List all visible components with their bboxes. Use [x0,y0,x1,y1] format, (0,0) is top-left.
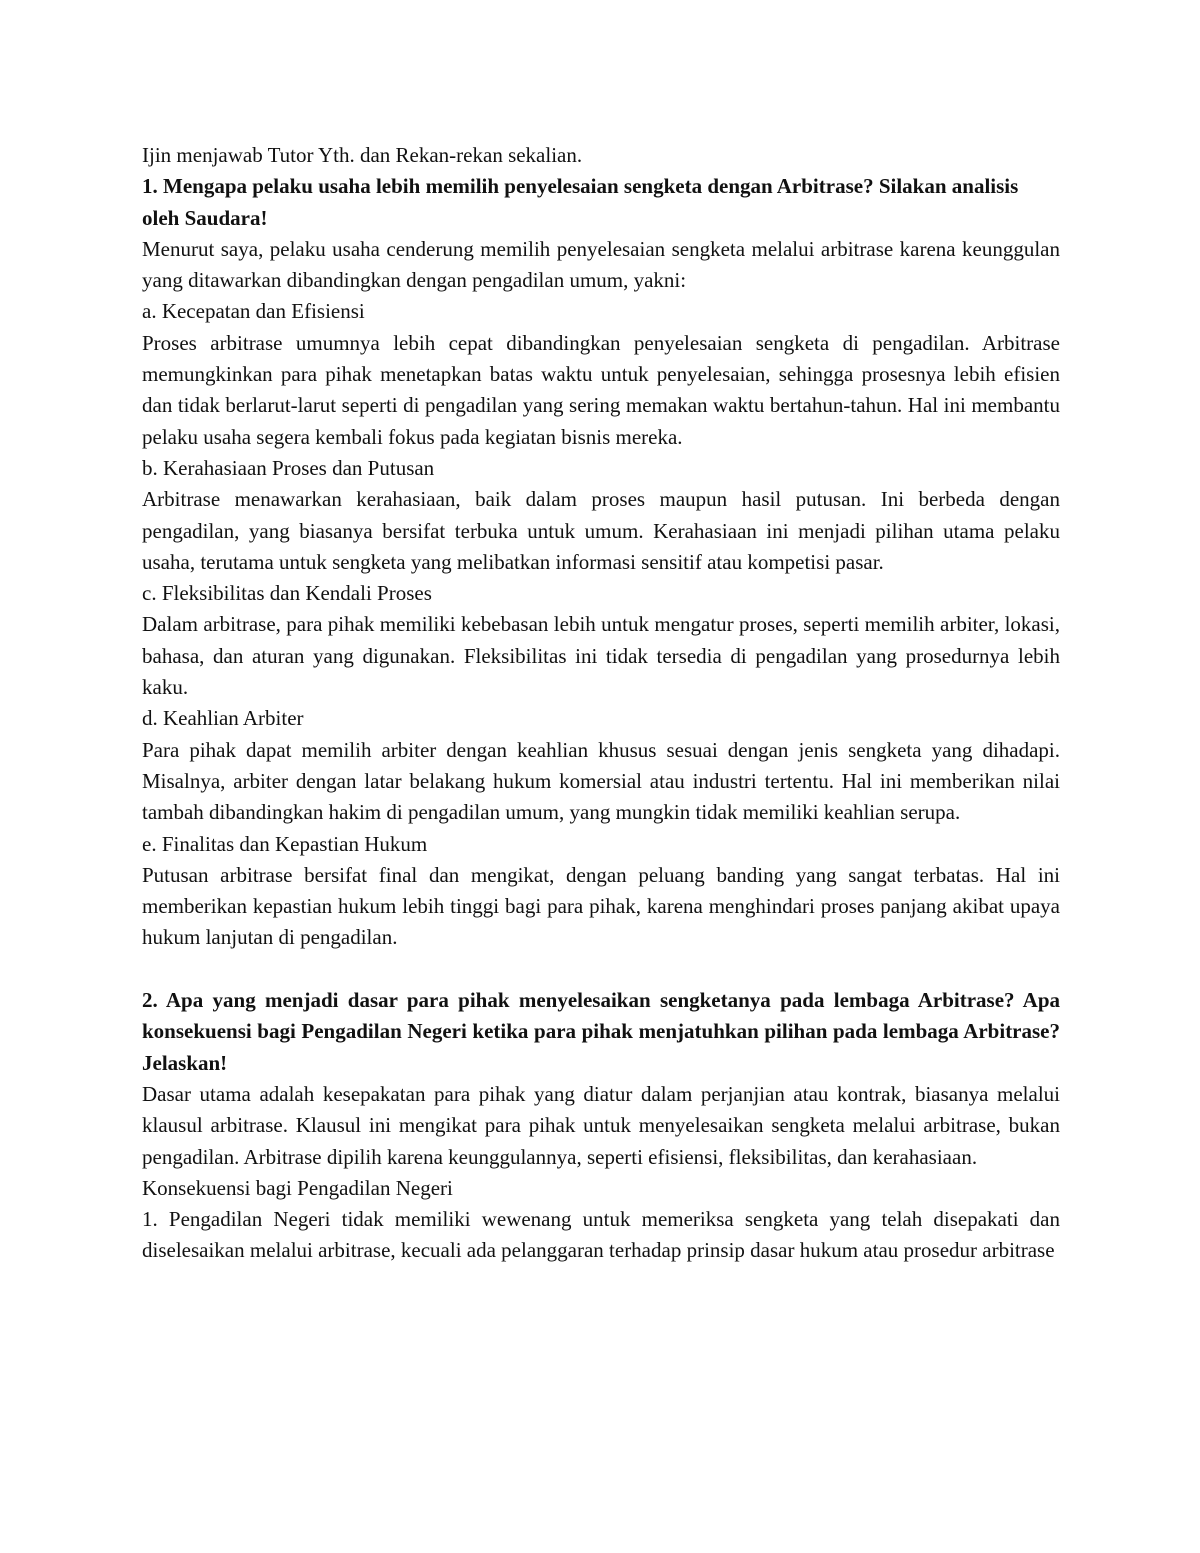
point-a-heading: a. Kecepatan dan Efisiensi [142,299,365,324]
point-e-heading: e. Finalitas dan Kepastian Hukum [142,831,428,856]
point-d-body: Para pihak dapat memilih arbiter dengan keahlian khusus sesuai dengan jenis sengketa yang dihadapi. Misalnya, arbiter dengan latar belakang hukum komersial atau industri tertentu. Hal ini memberikan nilai tambah dibandingkan hakim di pengadilan umum, yang mungkin tidak memiliki keahlian serupa. [142,737,1060,825]
point-a-body: Proses arbitrase umumnya lebih cepat dibandingkan penyelesaian sengketa di pengadilan. Arbitrase memungkinkan para pihak menetapkan batas waktu untuk penyelesaian, sehingga prosesnya lebih efisien dan tidak berlarut-larut seperti di pengadilan yang sering memakan waktu bertahun-tahun. Hal ini membantu pelaku usaha segera kembali fokus pada kegiatan bisnis mereka. [142,330,1060,449]
question-1: 1. Mengapa pelaku usaha lebih memilih penyelesaian sengketa dengan Arbitrase? Silakan analisis oleh Saudara! [142,174,1019,230]
point-c-heading: c. Fleksibilitas dan Kendali Proses [142,581,432,606]
point-d-heading: d. Keahlian Arbiter [142,706,304,731]
answer-2: Dasar utama adalah kesepakatan para pihak yang diatur dalam perjanjian atau kontrak, biasanya melalui klausul arbitrase. Klausul ini mengikat para pihak untuk menyelesaikan sengketa melalui arbitrase, bukan pengadilan. Arbitrase dipilih karena keunggulannya, seperti efisiensi, fleksibilitas, dan kerahasiaan. [142,1081,1060,1169]
point-b-body: Arbitrase menawarkan kerahasiaan, baik dalam proses maupun hasil putusan. Ini berbeda dengan pengadilan, yang biasanya bersifat terbuka untuk umum. Kerahasiaan ini menjadi pilihan utama pelaku usaha, terutama untuk sengketa yang melibatkan informasi sensitif atau kompetisi pasar. [142,487,1060,574]
document-page [142,140,1060,1267]
point-c-body: Dalam arbitrase, para pihak memiliki kebebasan lebih untuk mengatur proses, seperti memilih arbiter, lokasi, bahasa, dan aturan yang digunakan. Fleksibilitas ini tidak tersedia di pengadilan yang prosedurnya lebih kaku. [142,612,1060,700]
paragraph-gap [142,954,1060,985]
consequence-heading: Konsekuensi bagi Pengadilan Negeri [142,1175,453,1200]
greeting: Ijin menjawab Tutor Yth. dan Rekan-rekan sekalian. [142,143,583,167]
point-b-heading: b. Kerahasiaan Proses dan Putusan [142,455,435,480]
consequence-1: 1. Pengadilan Negeri tidak memiliki wewenang untuk memeriksa sengketa yang telah disepakati dan diselesaikan melalui arbitrase, kecuali ada pelanggaran terhadap prinsip dasar hukum atau prosedur arbitrase [142,1207,1060,1263]
answer-1-intro: Menurut saya, pelaku usaha cenderung memilih penyelesaian sengketa melalui arbitrase karena keunggulan yang ditawarkan dibandingkan dengan pengadilan umum, yakni: [142,236,1060,293]
question-2: 2. Apa yang menjadi dasar para pihak menyelesaikan sengketanya pada lembaga Arbitrase? Apa konsekuensi bagi Pengadilan Negeri ketika para pihak menjatuhkan pilihan pada lembaga Arbitrase? Jelaskan! [142,988,1060,1075]
point-e-body: Putusan arbitrase bersifat final dan mengikat, dengan peluang banding yang sangat terbatas. Hal ini memberikan kepastian hukum lebih tinggi bagi para pihak, karena menghindari proses panjang akibat upaya hukum lanjutan di pengadilan. [142,862,1060,950]
